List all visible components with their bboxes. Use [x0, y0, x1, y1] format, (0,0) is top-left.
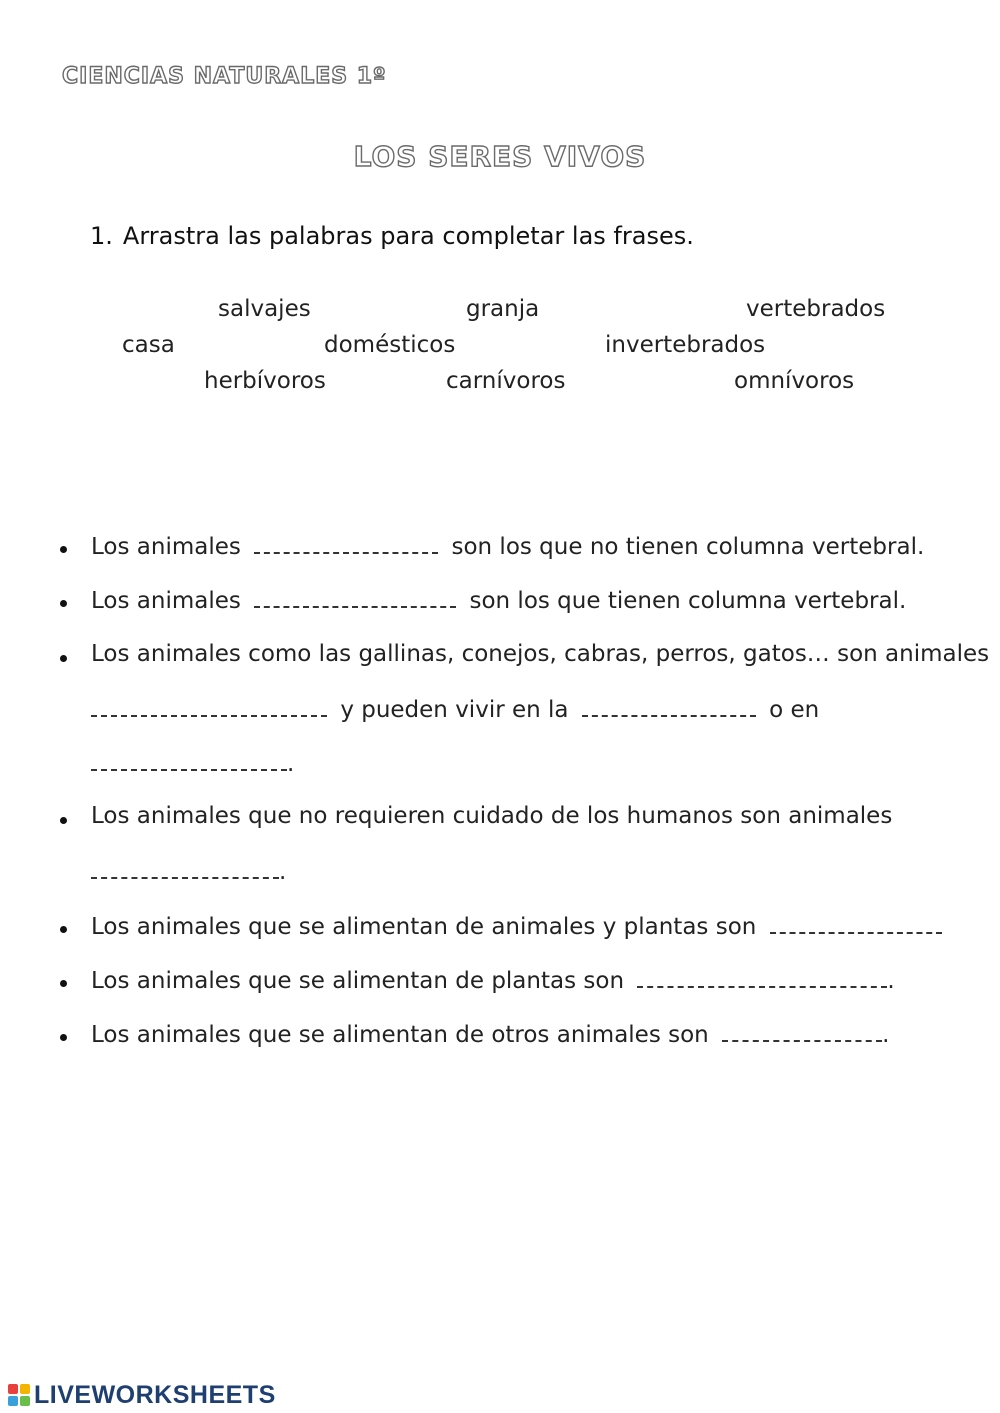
blank-2[interactable] [254, 586, 456, 608]
word-carnivoros[interactable]: carnívoros [446, 368, 566, 394]
sentence-2 [91, 586, 906, 614]
sentence-4-line-1 [91, 803, 892, 829]
sentence-3-line-3 [91, 749, 294, 777]
sentence-text: o en [769, 697, 820, 723]
word-salvajes[interactable]: salvajes [218, 296, 311, 322]
sentence-3-line-2 [91, 695, 819, 723]
page-title: LOS SERES VIVOS [353, 140, 647, 173]
blank-3[interactable] [91, 695, 327, 717]
blank-4[interactable] [582, 695, 756, 717]
blank-6[interactable] [91, 857, 279, 879]
bullet [60, 655, 67, 662]
subject-heading: CIENCIAS NATURALES 1º [62, 64, 387, 89]
logo-square [20, 1384, 30, 1394]
word-casa[interactable]: casa [122, 332, 175, 358]
blank-8[interactable] [637, 966, 887, 988]
bullet [60, 980, 67, 987]
instruction-number: 1. [90, 222, 113, 250]
sentence-text: Los animales que se alimentan de plantas son [91, 968, 625, 994]
word-herbivoros[interactable]: herbívoros [204, 368, 326, 394]
brand-footer [8, 1380, 276, 1410]
logo-square [8, 1396, 18, 1406]
sentence-text: Los animales que no requieren cuidado de los humanos son animales [91, 803, 893, 829]
sentence-text: . [882, 1022, 890, 1048]
blank-9[interactable] [722, 1020, 882, 1042]
sentence-4-line-2 [91, 857, 286, 885]
word-omnivoros[interactable]: omnívoros [734, 368, 855, 394]
sentence-7 [91, 1020, 889, 1048]
sentence-text: son los que no tienen columna vertebral. [451, 534, 925, 560]
sentence-text: Los animales que se alimentan de otros animales son [91, 1022, 709, 1048]
bullet [60, 926, 67, 933]
word-invertebrados[interactable]: invertebrados [605, 332, 766, 358]
sentence-text: Los animales [91, 534, 241, 560]
sentence-text: . [887, 968, 895, 994]
word-vertebrados[interactable]: vertebrados [746, 296, 886, 322]
sentence-1 [91, 532, 924, 560]
sentence-text: Los animales que se alimentan de animales y plantas son [91, 914, 757, 940]
instruction-text: Arrastra las palabras para completar las frases. [122, 222, 694, 250]
word-domesticos[interactable]: domésticos [324, 332, 456, 358]
bullet [60, 1034, 67, 1041]
brand-name: LIVEWORKSHEETS [34, 1380, 276, 1409]
sentence-text: son los que tienen columna vertebral. [469, 588, 907, 614]
sentence-5 [91, 912, 948, 940]
word-granja[interactable]: granja [466, 296, 540, 322]
sentence-3-line-1 [91, 641, 989, 667]
sentence-6 [91, 966, 895, 994]
sentence-text: . [279, 859, 287, 885]
sentence-text: y pueden vivir en la [340, 697, 569, 723]
bullet [60, 817, 67, 824]
blank-1[interactable] [254, 532, 438, 554]
sentence-text: Los animales como las gallinas, conejos, cabras, perros, gatos… son animales [91, 641, 990, 667]
bullet [60, 546, 67, 553]
blank-7[interactable] [770, 912, 942, 934]
logo-square [20, 1396, 30, 1406]
logo-square [8, 1384, 18, 1394]
sentence-text: Los animales [91, 588, 241, 614]
liveworksheets-logo-icon [8, 1384, 30, 1406]
blank-5[interactable] [91, 749, 287, 771]
sentence-text: . [287, 751, 295, 777]
instruction [90, 222, 694, 250]
bullet [60, 600, 67, 607]
